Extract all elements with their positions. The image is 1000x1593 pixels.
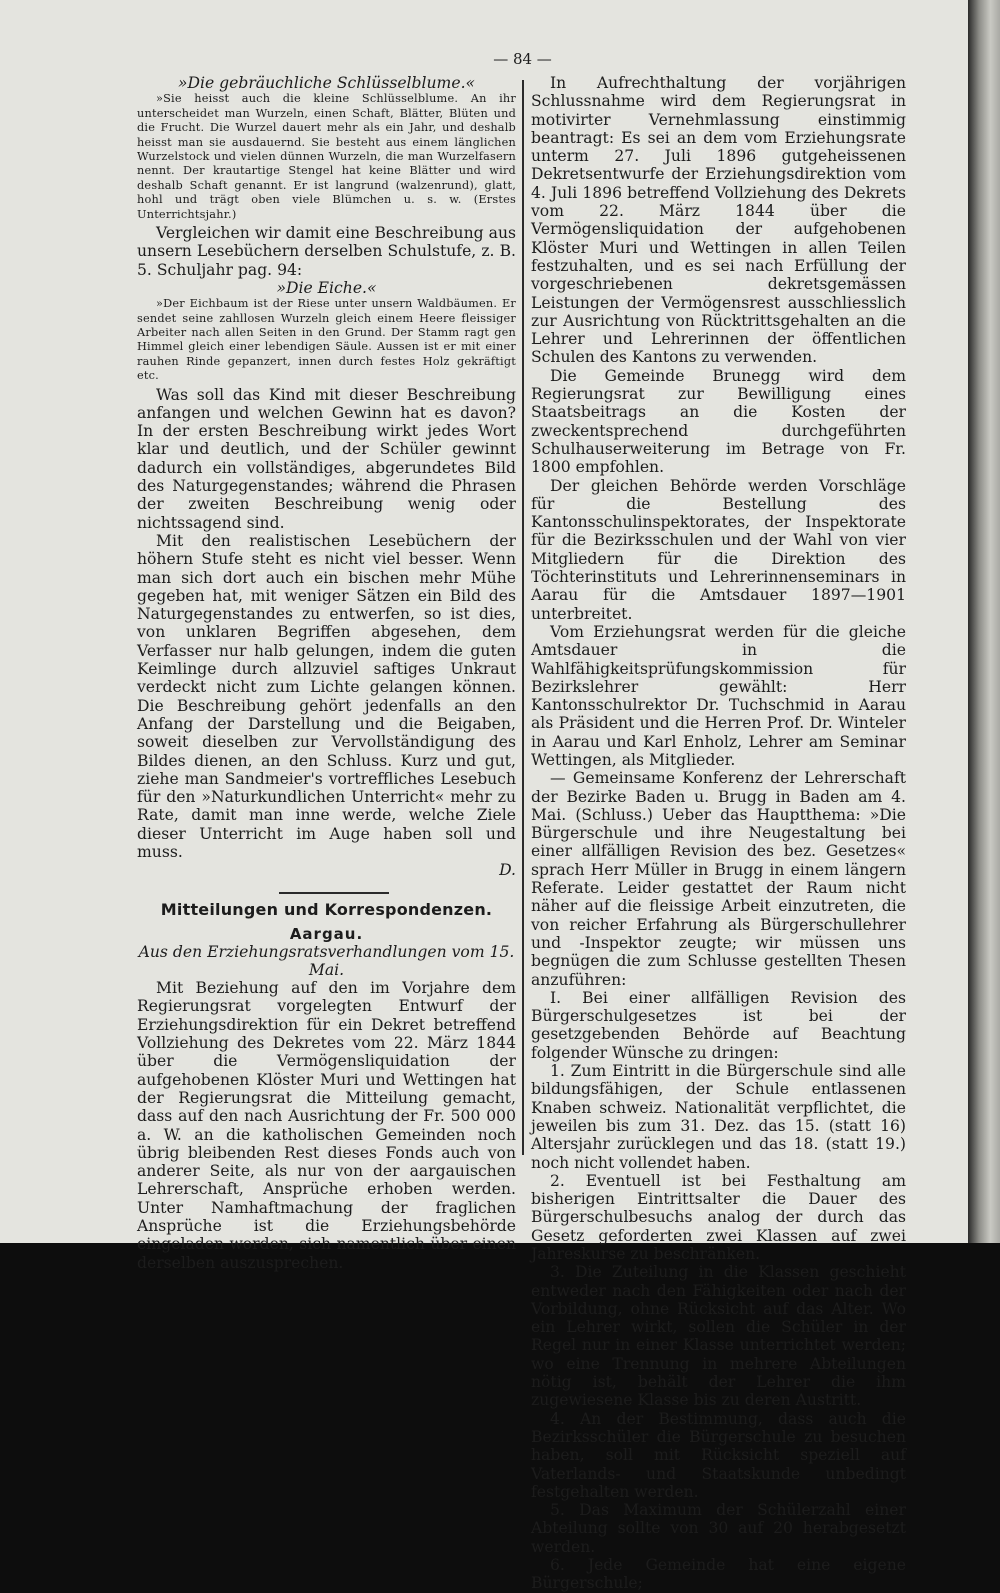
page-number: — 84 — bbox=[493, 50, 552, 68]
paragraph-vergleich: Vergleichen wir damit eine Beschreibung aus unsern Lesebüchern derselben Schulstufe, z. B. 5. Schuljahr pag. 94: bbox=[137, 223, 516, 279]
section-divider bbox=[279, 892, 389, 894]
binding-edge bbox=[968, 0, 1000, 1243]
canton-heading: Aargau. bbox=[289, 924, 364, 943]
thesis-item: 6. Jede Gemeinde hat eine eigene Bürgerschule; bbox=[531, 1556, 906, 1593]
paragraph-vorschlaege: Der gleichen Behörde werden Vorschläge für die Bestellung des Kantonsschulinspektorates, der Inspektorate für die Bezirksschulen und der Wahl von vier Mitgliedern für die Direktion des Töchterinstituts und Lehrerinnenseminars in Aarau für die Amtsdauer 1897—1901 unterbreitet. bbox=[531, 476, 906, 623]
quote-schluesselblume: »Sie heisst auch die kleine Schlüsselblume. An ihr unterscheidet man Wurzeln, einen Schaft, Blätter, Blüten und die Frucht. Die Wurzel dauert mehr als ein Jahr, und deshalb heisst man sie ausdauernd. Sie besteht aus einem länglichen Wurzelstock und vielen dünnen Wurzeln, die man Wurzelfasern nennt. Der krautartige Stengel hat keine Blätter und wird deshalb Schaft genannt. Er ist langrund (walzenrund), glatt, hohl und trägt oben viele Blümchen u. s. w. (Erstes Unterrichtsjahr.) bbox=[137, 92, 516, 221]
column-rule bbox=[522, 80, 524, 1155]
paragraph-konferenz: — Gemeinsame Konferenz der Lehrerschaft der Bezirke Baden u. Brugg in Baden am 4. Mai. (Schluss.) Ueber das Hauptthema: »Die Bürgerschule und ihre Neugestaltung bei einer allfälligen Revision des bez. Gesetzes« sprach Herr Müller in Brugg in einem längern Referate. Leider gestattet der Raum nicht näher auf die fleissige Arbeit einzutreten, die von reicher Erfahrung als Bürgerschullehrer und -Inspektor zeugte; wir müssen uns begnügen die zum Schlusse gestellten Thesen anzuführen: bbox=[531, 769, 906, 989]
paragraph-beziehung: Mit Beziehung auf den im Vorjahre dem Regierungsrat vorgelegten Entwurf der Erziehungsdirektion für ein Dekret betreffend Vollziehung des Dekretes vom 22. März 1844 über die Vermögensliquidation der aufgehobenen Klöster Muri und Wettingen hat der Regierungsrat die Mitteilung gemacht, dass auf den nach Ausrichtung der Fr. 500 000 a. W. an die katholischen Gemeinden noch übrig bleibenden Rest dieses Fonds auch von anderer Seite, als nur von der aargauischen Lehrerschaft, Ansprüche erhoben werden. Unter Namhaftmachung der fraglichen Ansprüche ist die Erziehungsbehörde eingeladen worden, sich namentlich über einen derselben auszusprechen. bbox=[137, 979, 516, 1272]
thesis-item: 1. Zum Eintritt in die Bürgerschule sind alle bildungsfähigen, der Schule entlassenen Knaben schweiz. Nationalität verpflichtet, die jeweilen bis zum 31. Dez. das 15. (statt 16) Altersjahr zurücklegen und das 18. (statt 19.) noch nicht vollendet haben. bbox=[531, 1062, 906, 1172]
section-heading: Mitteilungen und Korrespondenzen. bbox=[160, 899, 493, 919]
thesis-item: 3. Die Zuteilung in die Klassen geschieht entweder nach den Fähigkeiten oder nach der Vorbildung, ohne Rücksicht auf das Alter. Wo ein Lehrer wirkt, sollen die Schüler in der Regel nur in einer Klasse unterrichtet werden; wo eine Trennung in mehrere Abteilungen nötig ist, behält der Lehrer die ihm zugewiesene Klasse bis zu deren Austritt. bbox=[531, 1263, 906, 1410]
article-title-eiche: »Die Eiche.« bbox=[276, 278, 377, 297]
quote-eiche: »Der Eichbaum ist der Riese unter unsern Waldbäumen. Er sendet seine zahllosen Wurzeln gleich einem Heere fleissiger Arbeiter nach allen Seiten in den Grund. Der Stamm ragt gen Himmel gleich einer lebendigen Säule. Aussen ist er mit einer rauhen Rinde gepanzert, innen durch festes Holz gekräftigt etc. bbox=[137, 297, 516, 383]
right-column bbox=[531, 74, 906, 1593]
thesis-item: 2. Eventuell ist bei Festhaltung am bisherigen Eintrittsalter die Dauer des Bürgerschulbesuchs analog der durch das Gesetz geforderten zwei Klassen auf zwei Jahreskurse zu beschränken. bbox=[531, 1171, 906, 1263]
thesis-item: 5. Das Maximum der Schülerzahl einer Abteilung sollte von 30 auf 20 herabgesetzt werden. bbox=[531, 1501, 906, 1556]
paragraph-thesen-intro: I. Bei einer allfälligen Revision des Bürgerschulgesetzes ist bei der gesetzgebenden Behörde auf Beachtung folgender Wünsche zu dringen: bbox=[531, 988, 906, 1062]
paragraph-kind: Was soll das Kind mit dieser Beschreibung anfangen und welchen Gewinn hat es davon? In der ersten Beschreibung wirkt jedes Wort klar und deutlich, und der Schüler gewinnt dadurch ein vollständiges, abgerundetes Bild des Naturgegenstandes; während die Phrasen der zweiten Beschreibung wenig oder nichtssagend sind. bbox=[137, 385, 516, 532]
thesis-item: 4. An der Bestimmung, dass auch die Bezirksschüler die Bürgerschule zu besuchen haben, soll mit Rücksicht speziell auf Vaterlands- und Staatskunde unbedingt festgehalten werden. bbox=[531, 1409, 906, 1501]
paragraph-lesebuecher: Mit den realistischen Lesebüchern der höhern Stufe steht es nicht viel besser. Wenn man sich dort auch ein bischen mehr Mühe gegeben hat, mit weniger Sätzen ein Bild des Naturgegenstandes zu entwerfen, so ist dies, von unklaren Begriffen abgesehen, dem Verfasser nur halb gelungen, indem die guten Keimlinge durch allzuviel saftiges Unkraut verdeckt nicht zum Lichte gelangen können. Die Beschreibung gehört jedenfalls an den Anfang der Darstellung und die Beigaben, soweit dieselben zur Vervollständigung des Bildes dienen, an den Schluss. Kurz und gut, ziehe man Sandmeier's vortreffliches Lesebuch für den »Naturkundlichen Unterricht« mehr zu Rate, damit man inne werde, welche Ziele dieser Unterricht im Auge haben soll und muss. bbox=[137, 531, 516, 861]
paragraph-brunegg: Die Gemeinde Brunegg wird dem Regierungsrat zur Bewilligung eines Staatsbeitrags an die Kosten der zweckentsprechend durchgeführten Schulhauserweiterung im Betrage von Fr. 1800 empfohlen. bbox=[531, 366, 906, 477]
subheading-erziehungsrat: Aus den Erziehungsratsverhandlungen vom 15. Mai. bbox=[138, 942, 515, 979]
paragraph-aufrechthaltung: In Aufrechthaltung der vorjährigen Schlussnahme wird dem Regierungsrat in motivirter Vernehmlassung einstimmig beantragt: Es sei an dem vom Erziehungsrate unterm 27. Juli 1896 gutgeheissenen Dekretsentwurfe der Erziehungsdirektion vom 4. Juli 1896 betreffend Vollziehung des Dekrets vom 22. März 1844 über die Vermögensliquidation der aufgehobenen Klöster Muri und Wettingen in allen Teilen festzuhalten, und es sei nach Erfüllung der vorgeschriebenen dekretsgemässen Leistungen der Vermögensrest ausschliesslich zur Ausrichtung von Rücktrittsgehalten an die Lehrer und Lehrerinnen der öffentlichen Schulen des Kantons zu verwenden. bbox=[531, 74, 906, 367]
author-signature: D. bbox=[499, 861, 516, 880]
article-title-schluesselblume: »Die gebräuchliche Schlüsselblume.« bbox=[177, 74, 476, 92]
left-column bbox=[137, 74, 516, 1272]
paragraph-wahlen: Vom Erziehungsrat werden für die gleiche Amtsdauer in die Wahlfähigkeitsprüfungskommission für Bezirkslehrer gewählt: Herr Kantonsschulrektor Dr. Tuchschmid in Aarau als Präsident und die Herren Prof. Dr. Winteler in Aarau und Karl Enholz, Lehrer am Seminar Wettingen, als Mitglieder. bbox=[531, 622, 906, 769]
